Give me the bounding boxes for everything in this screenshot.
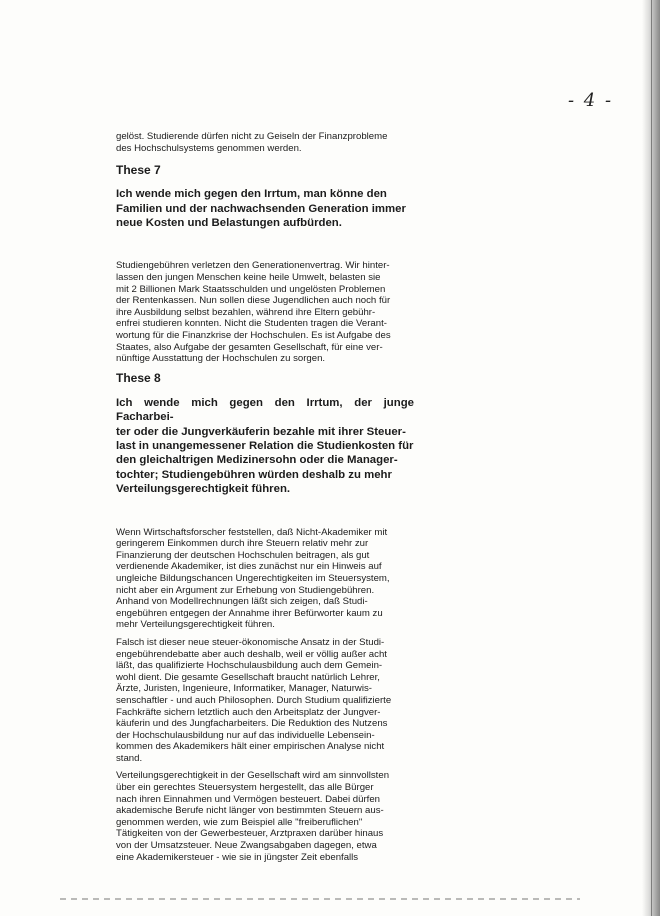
these-8-claim: Ich wende mich gegen den Irrtum, der junge Facharbei- ter oder die Jungverkäuferin bezahle mit ihrer Steuer- last in unangemessener Relation die Studienkosten für den gleichaltrigen Medizinersohn oder die Manager- tochter; Studiengebühren würden deshalb zu mehr Verteilungsgerechtigkeit führen. [116,396,414,496]
these-8-body-2: Falsch ist dieser neue steuer-ökonomische Ansatz in der Studi- engebührendebatte aber auch deshalb, weil er völlig außer acht läßt, das qualifizierte Hochschulausbildung auch dem Gemein- wohl dient. Die gesamte Gesellschaft braucht natürlich Lehrer, Ärzte, Juristen, Ingenieure, Informatiker, Manager, Naturwis- senschaftler - und auch Philosophen. Durch Studium qualifizierte Fachkräfte sichern letztlich auch den Arbeitsplatz der Jungver- käuferin und des Jungfacharbeiters. Die Reduktion des Nutzens der Hochschulausbildung nur auf das individuelle Lebensein- kommen des Akademikers hält einer empirischen Analyse nicht stand. [116,636,392,764]
document-body [116,131,414,863]
these-8-body-1: Wenn Wirtschaftsforscher feststellen, daß Nicht-Akademiker mit geringerem Einkommen durch ihre Steuern relativ mehr zur Finanzierung der deutschen Hochschulen beitragen, als gut verdienende Akademiker, ist dies zunächst nur ein Hinweis auf ungleiche Bildungschancen Ungerechtigkeiten im Steuersystem, nicht aber ein Argument zur Erhebung von Studiengebühren. Anhand von Modellrechnungen läßt sich zeigen, daß Studi- engebühren entgegen der Annahme ihrer Befürworter kaum zu mehr Verteilungsgerechtigkeit führen. [116,526,390,631]
these-7-body: Studiengebühren verletzen den Generationenvertrag. Wir hinter- lassen den jungen Menschen keine heile Umwelt, belasten sie mit 2 Billionen Mark Staatsschulden und ungelösten Problemen der Rentenkassen. Nun sollen diese Jugendlichen auch noch für ihre Ausbildung selbst bezahlen, während ihre Eltern gebühr- enfrei studieren konnten. Nicht die Studenten tragen die Verant- wortung für die Finanzkrise der Hochschulen. Es ist Aufgabe des Staates, also Aufgabe der gesamten Gesellschaft, für eine ver- nünftige Ausstattung der Hochschulen zu sorgen. [116,260,391,365]
these-8-heading: These 8 [116,370,161,385]
scan-edge-line [651,0,652,916]
these-7-heading: These 7 [116,163,161,178]
these-7-claim: Ich wende mich gegen den Irrtum, man könne den Familien und der nachwachsenden Generation immer neue Kosten und Belastungen aufbürden. [116,188,406,229]
scan-bottom-edge [60,898,580,900]
page-number: - 4 - [568,90,614,111]
intro-paragraph: gelöst. Studierende dürfen nicht zu Geiseln der Finanzprobleme des Hochschulsystems genommen werden. [116,131,388,154]
these-8-body-3: Verteilungsgerechtigkeit in der Gesellschaft wird am sinnvollsten über ein gerechtes Steuersystem hergestellt, das alle Bürger nach ihren Einnahmen und Vermögen besteuert. Dabei dürfen akademische Berufe nicht länger von bestimmten Steuern aus- genommen werden, wie zum Beispiel alle "freiberuflichen" Tätigkeiten von der Gewerbesteuer, Arztpraxen darüber hinaus von der Umsatzsteuer. Neue Zwangsabgaben dagegen, etwa eine Akademikersteuer - wie sie in jüngster Zeit ebenfalls [116,770,390,863]
